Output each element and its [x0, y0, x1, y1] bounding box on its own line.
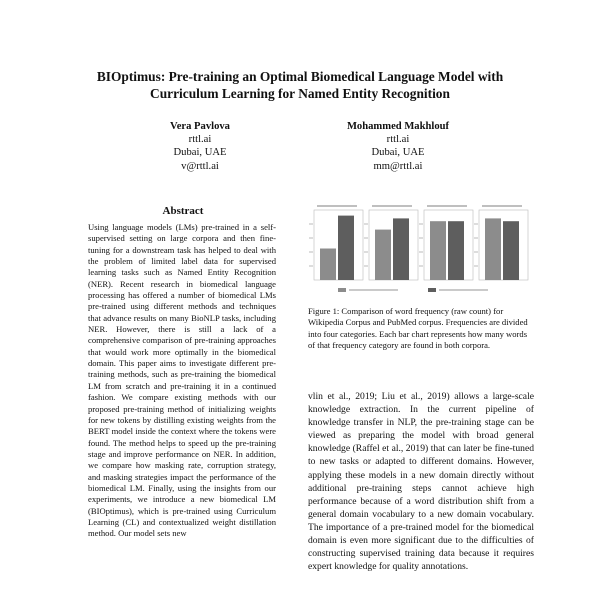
author-email: mm@rttl.ai: [373, 160, 423, 172]
author-name: Mohammed Makhlouf: [346, 121, 450, 132]
legend-swatch-pubmed: [428, 288, 436, 292]
paper-title: [40, 68, 560, 102]
author-location: Dubai, UAE: [173, 147, 227, 159]
figure-caption: Figure 1: Comparison of word frequency (raw count) for Wikipedia Corpus and PubMed corpus. Frequencies are divided into four categories. Each bar chart represents how many words of that frequency category are found in both corpora.: [308, 306, 528, 350]
chart-bar-wikipedia: [430, 221, 446, 280]
abstract-heading: Abstract: [162, 205, 204, 217]
author-block-1: [130, 120, 270, 173]
paper-title-line-1: BIOptimus: Pre-training an Optimal Biomedical Language Model with: [96, 69, 504, 84]
legend-swatch-wikipedia: [338, 288, 346, 292]
author-email: v@rttl.ai: [181, 160, 219, 172]
paper-title-line-2: Curriculum Learning for Named Entity Recognition: [150, 86, 450, 101]
word-frequency-chart: [308, 200, 532, 300]
author-affiliation: rttl.ai: [386, 134, 410, 146]
author-location: Dubai, UAE: [371, 147, 425, 159]
chart-bar-wikipedia: [375, 230, 391, 280]
chart-bar-pubmed: [503, 221, 519, 280]
chart-bar-wikipedia: [320, 249, 336, 281]
chart-bar-wikipedia: [485, 218, 501, 280]
author-name: Vera Pavlova: [170, 121, 230, 132]
author-block-2: [318, 120, 478, 173]
abstract-text: Using language models (LMs) pre-trained in a self-supervised setting on large corpora and then fine-tuning for a downstream task has helped to deal with the problem of limited label data for supervised learning tasks such as Named Entity Recognition (NER). Recent research in biomedical language processing has offered a number of biomedical LMs pre-trained using different methods and techniques that advance results on many BioNLP tasks, including NER. However, there is still a lack of a comprehensive comparison of pre-training approaches that would work more optimally in the biomedical domain. This paper aims to investigate different pre-training methods, such as pre-training the biomedical LM from scratch and pre-training it in a continued fashion. We compare existing methods with our proposed pre-training method of initializing weights for new tokens by distilling existing weights from the BERT model inside the context where the tokens were found. The method helps to speed up the pre-training stage and improve performance on NER. In addition, we compare how masking rate, corruption strategy, and masking strategies impact the performance of the biomedical LM. Finally, using the insights from our experiments, we introduce a new biomedical LM (BIOptimus), which is pre-trained using Curriculum Learning (CL) and contextualized weight distillation method. Our model sets new: [88, 222, 276, 539]
chart-bar-pubmed: [338, 216, 354, 280]
chart-bar-pubmed: [393, 218, 409, 280]
author-affiliation: rttl.ai: [188, 134, 212, 146]
chart-bar-pubmed: [448, 221, 464, 280]
figure-1: [308, 200, 532, 300]
body-paragraph: vlin et al., 2019; Liu et al., 2019) allows a large-scale knowledge extraction. In the current pipeline of knowledge transfer in NLP, the pre-training stage can be viewed as preparing the model with broad general knowledge (Raffel et al., 2019) that can later be fine-tuned to new tasks or adapted to different domains. However, applying these models in a new domain directly without additional pre-training steps cannot achieve high performance because of a word distribution shift from a general domain vocabulary to a new domain vocabulary. The importance of a pre-trained model for the biomedical domain is even more significant due to the difficulties of constructing supervised training data because it requires expert knowledge for quality annotations.: [308, 391, 534, 573]
